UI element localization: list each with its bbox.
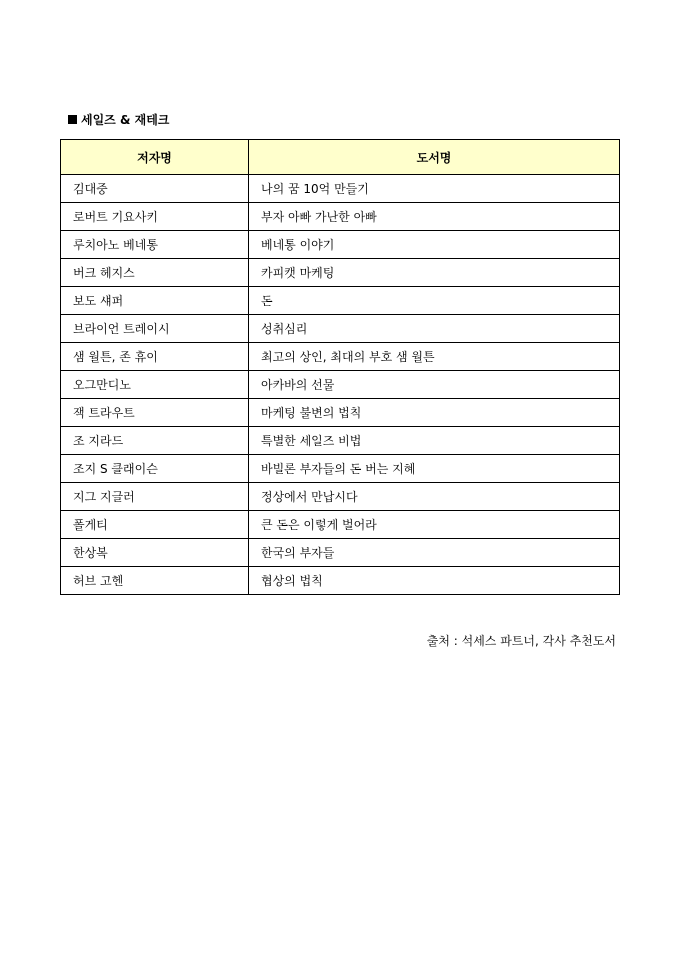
table-row [61, 455, 620, 483]
table-row [61, 427, 620, 455]
table-row [61, 231, 620, 259]
table-row [61, 287, 620, 315]
table-row [61, 511, 620, 539]
source-note: 출처 : 석세스 파트너, 각사 추천도서 [426, 634, 616, 648]
table-row [61, 567, 620, 595]
author-cell: 김대중 [61, 175, 249, 203]
author-cell: 샘 월튼, 존 휴이 [61, 343, 249, 371]
table-header-row [61, 140, 620, 175]
table-row [61, 175, 620, 203]
book-table [60, 139, 620, 595]
author-cell: 조지 S 클래이슨 [61, 455, 249, 483]
author-cell: 로버트 기요사키 [61, 203, 249, 231]
table-row [61, 315, 620, 343]
table-row [61, 343, 620, 371]
title-cell: 큰 돈은 이렇게 벌어라 [249, 511, 620, 539]
title-cell: 아카바의 선물 [249, 371, 620, 399]
title-cell: 돈 [249, 287, 620, 315]
author-cell: 오그만디노 [61, 371, 249, 399]
table-row [61, 259, 620, 287]
title-cell: 나의 꿈 10억 만들기 [249, 175, 620, 203]
title-cell: 베네통 이야기 [249, 231, 620, 259]
title-cell: 정상에서 만납시다 [249, 483, 620, 511]
author-cell: 브라이언 트레이시 [61, 315, 249, 343]
author-cell: 루치아노 베네통 [61, 231, 249, 259]
author-cell: 버크 헤지스 [61, 259, 249, 287]
table-row [61, 483, 620, 511]
table-row [61, 399, 620, 427]
author-cell: 지그 지글러 [61, 483, 249, 511]
column-header-title: 도서명 [249, 140, 620, 175]
column-header-author: 저자명 [61, 140, 249, 175]
title-cell: 바빌론 부자들의 돈 버는 지혜 [249, 455, 620, 483]
black-square-icon [68, 115, 77, 124]
author-cell: 한상복 [61, 539, 249, 567]
author-cell: 보도 섀퍼 [61, 287, 249, 315]
title-cell: 성취심리 [249, 315, 620, 343]
table-row [61, 539, 620, 567]
section-heading-text: 세일즈 & 재테크 [81, 113, 170, 127]
title-cell: 부자 아빠 가난한 아빠 [249, 203, 620, 231]
author-cell: 허브 고헨 [61, 567, 249, 595]
title-cell: 마케팅 불변의 법칙 [249, 399, 620, 427]
title-cell: 최고의 상인, 최대의 부호 샘 월튼 [249, 343, 620, 371]
title-cell: 한국의 부자들 [249, 539, 620, 567]
table-row [61, 371, 620, 399]
author-cell: 잭 트라우트 [61, 399, 249, 427]
section-heading [68, 112, 169, 128]
author-cell: 조 지라드 [61, 427, 249, 455]
table-row [61, 203, 620, 231]
title-cell: 카피캣 마케팅 [249, 259, 620, 287]
title-cell: 특별한 세일즈 비법 [249, 427, 620, 455]
author-cell: 폴게티 [61, 511, 249, 539]
title-cell: 협상의 법칙 [249, 567, 620, 595]
